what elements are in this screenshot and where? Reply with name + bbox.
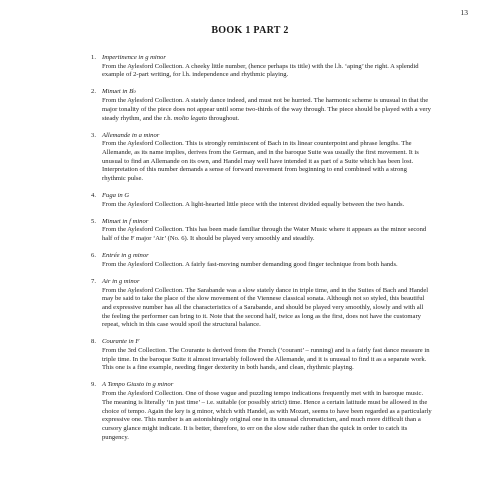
list-item — [91, 217, 432, 244]
entry-text-segment: From the Aylesford Collection. A light-hearted little piece with the interest divided equally between the two hands. — [102, 200, 405, 208]
list-item — [91, 338, 432, 373]
entry-text-segment: From the Aylesford Collection. The Sarabande was a slow stately dance in triple time, and in the Suites of Bach and Handel may be said to take the place of the slow movement of the Viennese classical sonata. Although not so styled, this beautiful and expressive number has all the characteristics of a Sarabande, and should be played very smoothly, slowly and with all the feeling the performer can bring to it. Note that the second half, twice as long as the first, does not have the customary repeat, which in this case would spoil the structural balance. — [102, 286, 429, 329]
entry-number: 3. — [91, 131, 96, 139]
entry-description — [102, 390, 432, 442]
entry-text-segment: throughout. — [206, 114, 240, 122]
entry-title: Air in g minor — [102, 277, 140, 285]
list-item — [91, 54, 432, 80]
entry-list — [91, 54, 432, 451]
list-item — [91, 252, 432, 269]
entry-number: 9. — [91, 381, 96, 389]
entry-text-segment: From the Aylesford Collection. One of those vague and puzzling tempo indications frequently met with in baroque music. The meaning is literally ‘in just time’ – i.e. suitable (or possibly strict) time. Hence a certain latitude must be allowed in the choice of tempo. Again the key is g minor, which with Handel, as with Mozart, seems to have been regarded as a particularly expressive one. This number is an astonishingly original one in its unusual chromaticism, and much more difficult than a cursory glance might indicate. It is better, therefore, to err on the slow side rather than the quick in order to catch its pungency. — [102, 390, 432, 441]
entry-title: Entrée in g minor — [102, 252, 149, 260]
entry-description — [102, 347, 432, 373]
page-number: 13 — [460, 8, 468, 17]
entry-title: Allemande in a minor — [102, 131, 160, 139]
entry-title: Impertinence in g minor — [102, 54, 166, 61]
entry-number: 2. — [91, 88, 96, 96]
entry-description — [102, 63, 432, 80]
entry-title: Minuet in B♭ — [102, 88, 137, 96]
entry-title: A Tempo Giusto in g minor — [102, 381, 174, 389]
entry-description — [102, 287, 432, 331]
entry-description — [102, 201, 432, 210]
page-heading: BOOK 1 PART 2 — [211, 25, 289, 36]
entry-title: Fuga in G — [102, 192, 130, 200]
entry-text-segment: From the 3rd Collection. The Courante is derived from the French (‘courant’ – running) and is a fairly fast dance measure in triple time. In the baroque Suite it almost invariably followed the Allemande, and it is unusual to find it as a separate work. This one is a fine example, needing finger dexterity in both hands, and clean, rhythmic playing. — [102, 347, 430, 372]
entry-title: Minuet in f minor — [102, 217, 149, 225]
entry-number: 8. — [91, 338, 96, 346]
entry-text-segment: From the Aylesford Collection. A fairly fast-moving number demanding good finger technique from both hands. — [102, 260, 398, 268]
list-item — [91, 192, 432, 209]
entry-number: 7. — [91, 277, 96, 285]
entry-text-segment: From the Aylesford Collection. A cheeky little number, (hence perhaps its title) with the l.h. ‘aping’ the right. A splendid example of 2-part writing, for l.h. independence and rhythmic playing. — [102, 62, 419, 79]
list-item — [91, 88, 432, 123]
entry-text-segment: From the Aylesford Collection. A stately dance indeed, and must not be hurried. The harmonic scheme is unusual in that the major tonality of the piece does not appear until some two-thirds of the way through. The piece should be played with a very steady rhythm, and the r.h. — [102, 97, 431, 122]
entry-description — [102, 97, 432, 123]
list-item — [91, 381, 432, 442]
entry-text-segment: From the Aylesford Collection. This has been made familiar through the Water Music where it appears as the minor second half of the F major ‘Air’ (No. 6). It should be played very smoothly and steadily. — [102, 226, 427, 243]
entry-title: Courante in F — [102, 338, 140, 346]
entry-number: 5. — [91, 217, 96, 225]
entry-description — [102, 140, 432, 184]
list-item — [91, 277, 432, 330]
entry-number: 1. — [91, 54, 96, 61]
entry-number: 6. — [91, 252, 96, 260]
entry-text-segment: From the Aylesford Collection. This is strongly reminiscent of Bach in its linear counterpoint and phrase lengths. The Allemande, as its name implies, derives from the German, and in the baroque Suite was usually the first movement. It is unusual to find an Allemande on its own, and Handel may well have intended it as part of a Suite which has been lost. Interpretation of this number demands a sense of forward movement from beginning to end combined with a strong rhythmic pulse. — [102, 140, 419, 183]
entry-number: 4. — [91, 192, 96, 200]
entry-description — [102, 261, 432, 270]
entry-text-italic: molto legato — [173, 114, 207, 122]
entry-description — [102, 226, 432, 243]
list-item — [91, 131, 432, 184]
